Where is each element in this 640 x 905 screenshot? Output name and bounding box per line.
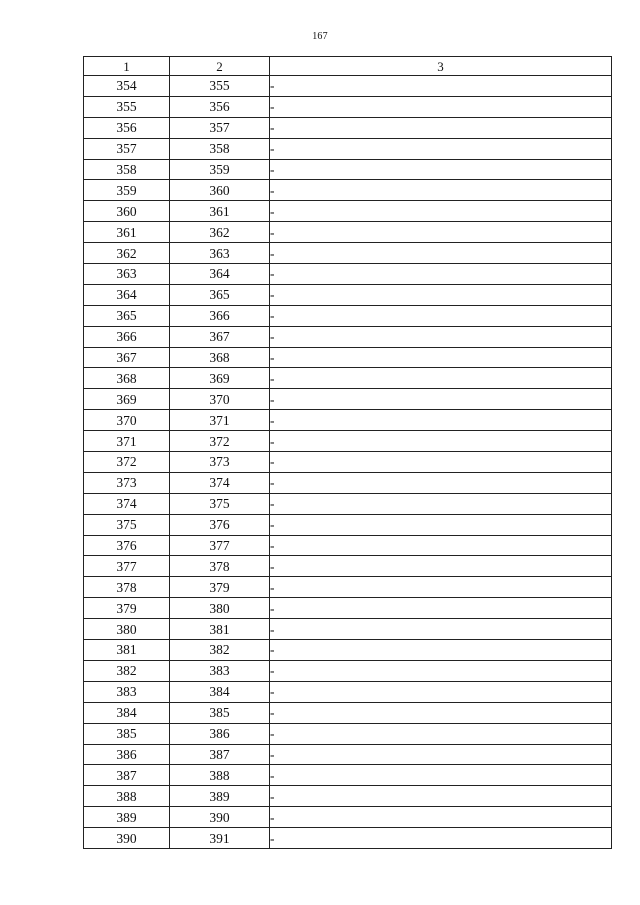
table-cell-col-3: - (270, 452, 612, 473)
table-cell-col-2: 369 (170, 368, 270, 389)
table-cell-col-1: 362 (84, 243, 170, 264)
table-cell-col-3: - (270, 472, 612, 493)
table-cell-col-1: 375 (84, 514, 170, 535)
table-row (84, 347, 612, 368)
table-row (84, 201, 612, 222)
table-cell-col-3: - (270, 347, 612, 368)
table-cell-col-3: - (270, 493, 612, 514)
table-cell-col-1: 355 (84, 96, 170, 117)
table-cell-col-2: 389 (170, 786, 270, 807)
table-row (84, 828, 612, 849)
table-cell-col-3: - (270, 807, 612, 828)
table-cell-col-3: - (270, 828, 612, 849)
table-row (84, 117, 612, 138)
table-cell-col-3: - (270, 305, 612, 326)
table-row (84, 431, 612, 452)
table-cell-col-1: 358 (84, 159, 170, 180)
table-row (84, 640, 612, 661)
table-cell-col-1: 372 (84, 452, 170, 473)
table-cell-col-3: - (270, 577, 612, 598)
table-cell-col-1: 356 (84, 117, 170, 138)
table-cell-col-2: 388 (170, 765, 270, 786)
table-cell-col-2: 385 (170, 702, 270, 723)
table-cell-col-1: 368 (84, 368, 170, 389)
table-cell-col-2: 372 (170, 431, 270, 452)
table-cell-col-3: - (270, 431, 612, 452)
header-row (84, 57, 612, 76)
table-cell-col-3: - (270, 180, 612, 201)
table-cell-col-2: 391 (170, 828, 270, 849)
table-cell-col-2: 377 (170, 535, 270, 556)
table-cell-col-3: - (270, 264, 612, 285)
table-row (84, 723, 612, 744)
table-cell-col-3: - (270, 284, 612, 305)
table-cell-col-1: 377 (84, 556, 170, 577)
table-cell-col-2: 358 (170, 138, 270, 159)
table-cell-col-2: 367 (170, 326, 270, 347)
table-row (84, 556, 612, 577)
table-row (84, 493, 612, 514)
table-cell-col-2: 363 (170, 243, 270, 264)
table-cell-col-2: 375 (170, 493, 270, 514)
table-cell-col-2: 387 (170, 744, 270, 765)
table-cell-col-1: 389 (84, 807, 170, 828)
table-cell-col-1: 361 (84, 222, 170, 243)
table-row (84, 96, 612, 117)
table-cell-col-3: - (270, 702, 612, 723)
table-cell-col-1: 388 (84, 786, 170, 807)
table-row (84, 180, 612, 201)
table-cell-col-3: - (270, 660, 612, 681)
table-cell-col-1: 373 (84, 472, 170, 493)
table-cell-col-2: 379 (170, 577, 270, 598)
table-cell-col-3: - (270, 243, 612, 264)
table-cell-col-2: 357 (170, 117, 270, 138)
table-cell-col-2: 383 (170, 660, 270, 681)
table-cell-col-2: 365 (170, 284, 270, 305)
table-row (84, 660, 612, 681)
table-cell-col-2: 380 (170, 598, 270, 619)
table-header (84, 57, 612, 76)
table-cell-col-1: 381 (84, 640, 170, 661)
table-cell-col-1: 374 (84, 493, 170, 514)
table-cell-col-2: 356 (170, 96, 270, 117)
table-cell-col-3: - (270, 556, 612, 577)
table-cell-col-1: 360 (84, 201, 170, 222)
table-cell-col-1: 378 (84, 577, 170, 598)
table-cell-col-2: 364 (170, 264, 270, 285)
table-row (84, 452, 612, 473)
table-row (84, 535, 612, 556)
data-table (83, 56, 612, 849)
table-cell-col-2: 378 (170, 556, 270, 577)
table-row (84, 765, 612, 786)
table-cell-col-3: - (270, 368, 612, 389)
table-cell-col-1: 383 (84, 681, 170, 702)
table-cell-col-2: 361 (170, 201, 270, 222)
table-cell-col-3: - (270, 159, 612, 180)
table-row (84, 305, 612, 326)
table-cell-col-3: - (270, 786, 612, 807)
table-cell-col-1: 354 (84, 76, 170, 97)
table-cell-col-2: 384 (170, 681, 270, 702)
table-cell-col-1: 385 (84, 723, 170, 744)
table-cell-col-2: 371 (170, 410, 270, 431)
table-cell-col-2: 355 (170, 76, 270, 97)
table-row (84, 786, 612, 807)
table-cell-col-2: 359 (170, 159, 270, 180)
table-cell-col-3: - (270, 723, 612, 744)
table-cell-col-1: 376 (84, 535, 170, 556)
table-row (84, 284, 612, 305)
table-cell-col-3: - (270, 117, 612, 138)
table-row (84, 243, 612, 264)
table-cell-col-2: 368 (170, 347, 270, 368)
table-cell-col-3: - (270, 681, 612, 702)
table-cell-col-2: 370 (170, 389, 270, 410)
table-cell-col-1: 371 (84, 431, 170, 452)
table-cell-col-1: 364 (84, 284, 170, 305)
table-cell-col-3: - (270, 640, 612, 661)
table-cell-col-1: 363 (84, 264, 170, 285)
table-cell-col-2: 366 (170, 305, 270, 326)
column-header-3: 3 (270, 57, 612, 76)
table-row (84, 326, 612, 347)
table-cell-col-2: 390 (170, 807, 270, 828)
table-row (84, 807, 612, 828)
table-row (84, 264, 612, 285)
table-cell-col-3: - (270, 514, 612, 535)
table-cell-col-2: 362 (170, 222, 270, 243)
table-cell-col-2: 382 (170, 640, 270, 661)
table-cell-col-1: 390 (84, 828, 170, 849)
table-cell-col-3: - (270, 744, 612, 765)
table-cell-col-3: - (270, 138, 612, 159)
table-row (84, 76, 612, 97)
table-cell-col-1: 387 (84, 765, 170, 786)
table-cell-col-3: - (270, 619, 612, 640)
table-row (84, 744, 612, 765)
table-cell-col-1: 357 (84, 138, 170, 159)
table-row (84, 138, 612, 159)
table-cell-col-1: 369 (84, 389, 170, 410)
table-cell-col-2: 386 (170, 723, 270, 744)
table-cell-col-1: 359 (84, 180, 170, 201)
table-cell-col-1: 386 (84, 744, 170, 765)
table-row (84, 222, 612, 243)
table-row (84, 577, 612, 598)
table-row (84, 389, 612, 410)
table-row (84, 702, 612, 723)
table-cell-col-3: - (270, 598, 612, 619)
table-cell-col-1: 365 (84, 305, 170, 326)
table-cell-col-1: 379 (84, 598, 170, 619)
table-cell-col-1: 382 (84, 660, 170, 681)
table-cell-col-3: - (270, 326, 612, 347)
table-cell-col-3: - (270, 222, 612, 243)
table-cell-col-1: 367 (84, 347, 170, 368)
table-row (84, 368, 612, 389)
table-cell-col-1: 366 (84, 326, 170, 347)
table-cell-col-1: 384 (84, 702, 170, 723)
table-cell-col-3: - (270, 410, 612, 431)
page-number: 167 (312, 31, 328, 42)
table-row (84, 472, 612, 493)
table-cell-col-1: 370 (84, 410, 170, 431)
table-cell-col-2: 360 (170, 180, 270, 201)
table-row (84, 514, 612, 535)
column-header-1: 1 (84, 57, 170, 76)
table-row (84, 681, 612, 702)
table-cell-col-2: 376 (170, 514, 270, 535)
table-body (84, 76, 612, 849)
table-cell-col-2: 374 (170, 472, 270, 493)
table-cell-col-2: 373 (170, 452, 270, 473)
table-row (84, 159, 612, 180)
table-row (84, 619, 612, 640)
table-cell-col-3: - (270, 201, 612, 222)
column-header-2: 2 (170, 57, 270, 76)
table-cell-col-3: - (270, 535, 612, 556)
table-cell-col-3: - (270, 765, 612, 786)
table-cell-col-1: 380 (84, 619, 170, 640)
table-cell-col-3: - (270, 96, 612, 117)
table-cell-col-3: - (270, 76, 612, 97)
table-cell-col-2: 381 (170, 619, 270, 640)
table-row (84, 410, 612, 431)
table-cell-col-3: - (270, 389, 612, 410)
table-row (84, 598, 612, 619)
